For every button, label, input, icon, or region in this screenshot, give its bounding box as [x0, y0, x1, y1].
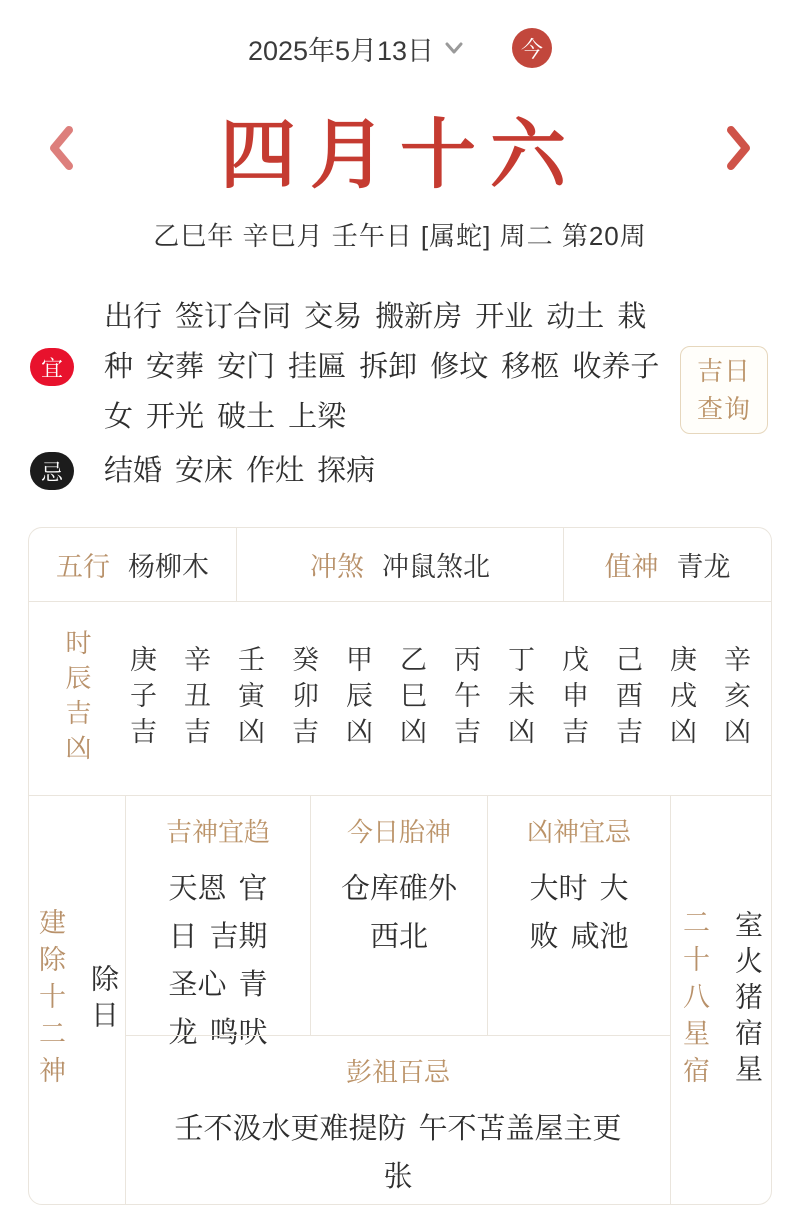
- inauspicious-section: [30, 446, 680, 496]
- chongsha-cell: [236, 528, 564, 601]
- wuxing-label: 五行: [56, 552, 110, 582]
- hour-column: 辛亥凶: [720, 644, 750, 753]
- evil-gods-cell: [488, 796, 671, 1035]
- fetal-god-value: 仓库碓外西北: [340, 873, 457, 953]
- fetal-god-cell: [311, 796, 488, 1035]
- evil-gods-label: 凶神宜忌: [526, 817, 631, 847]
- date-selector[interactable]: [248, 29, 464, 68]
- hour-luck-label: 时辰吉凶: [62, 628, 92, 769]
- star-mansion-cell: [671, 796, 771, 1204]
- deities-grid: [29, 796, 771, 1204]
- hour-column: 己酉吉: [612, 644, 642, 753]
- hour-column: 庚戌凶: [666, 644, 696, 753]
- hour-column: 辛丑吉: [180, 644, 210, 753]
- evil-gods-value: 大时 大败 咸池: [529, 873, 629, 953]
- hour-column: 庚子吉: [126, 644, 156, 753]
- pengzu-taboo-value: 壬不汲水更难提防 午不苫盖屋主更张: [174, 1113, 622, 1193]
- hour-column: 丙午吉: [450, 644, 480, 753]
- jianchu-label: 建除十二神: [35, 907, 65, 1093]
- hour-column: 戊申吉: [558, 644, 588, 753]
- chevron-left-icon: [44, 123, 78, 173]
- zhishen-label: 值神: [604, 552, 659, 582]
- hour-column: 甲辰凶: [342, 644, 372, 753]
- ji-items: 结婚 安床 作灶 探病: [104, 455, 376, 487]
- almanac-table: [28, 527, 772, 1205]
- wuxing-cell: [29, 528, 236, 601]
- wuxing-value: 杨柳木: [128, 552, 209, 582]
- hour-column: 乙巳凶: [396, 644, 426, 753]
- hour-column: 壬寅凶: [234, 644, 264, 753]
- date-selector-bar: [0, 28, 800, 68]
- elements-row: [29, 528, 771, 602]
- fetal-god-label: 今日胎神: [346, 817, 451, 847]
- today-badge[interactable]: 今: [512, 28, 552, 68]
- current-date: 2025年5月13日: [247, 35, 435, 66]
- pengzu-taboo-label: 彭祖百忌: [345, 1057, 450, 1087]
- auspicious-section: [30, 292, 680, 442]
- zhishen-value: 青龙: [676, 552, 731, 582]
- hour-column: 癸卯吉: [288, 644, 318, 753]
- auspicious-day-query-button[interactable]: 吉日查询: [680, 346, 768, 434]
- star-mansion-label: 二十八星宿: [679, 907, 709, 1093]
- hour-column: 丁未凶: [504, 644, 534, 753]
- hour-luck-row: [29, 602, 771, 796]
- yi-items: 出行 签订合同 交易 搬新房 开业 动土 栽种 安葬 安门 挂匾 拆卸 修坟 移柩 收养子女 开光 破土 上梁: [104, 301, 660, 433]
- hour-columns: [96, 645, 755, 753]
- lunar-title-row: [0, 94, 800, 202]
- star-mansion-value: 室火猪宿星: [732, 910, 763, 1090]
- jianchu-value: 除日: [88, 964, 119, 1036]
- auspicious-gods-value: 天恩 官日 吉期 圣心 青龙 鸣吠: [168, 873, 268, 1049]
- zhishen-cell: [564, 528, 771, 601]
- jianchu-cell: [29, 796, 126, 1204]
- auspicious-gods-cell: [126, 796, 311, 1049]
- auspicious-gods-label: 吉神宜趋: [165, 817, 270, 847]
- prev-day-button[interactable]: [44, 123, 78, 173]
- next-day-button[interactable]: [722, 123, 756, 173]
- chongsha-value: 冲鼠煞北: [382, 552, 490, 582]
- ji-badge: 忌: [30, 452, 74, 490]
- yi-badge: 宜: [30, 348, 74, 386]
- chongsha-label: 冲煞: [310, 552, 364, 582]
- page-title-lunar-date: 四月十六: [220, 113, 580, 198]
- ganzhi-weekday-line: 乙巳年 辛巳月 壬午日 [属蛇] 周二 第20周: [153, 221, 647, 251]
- pengzu-taboo-cell: [126, 1035, 671, 1204]
- chevron-down-icon: [444, 41, 464, 55]
- chevron-right-icon: [722, 123, 756, 173]
